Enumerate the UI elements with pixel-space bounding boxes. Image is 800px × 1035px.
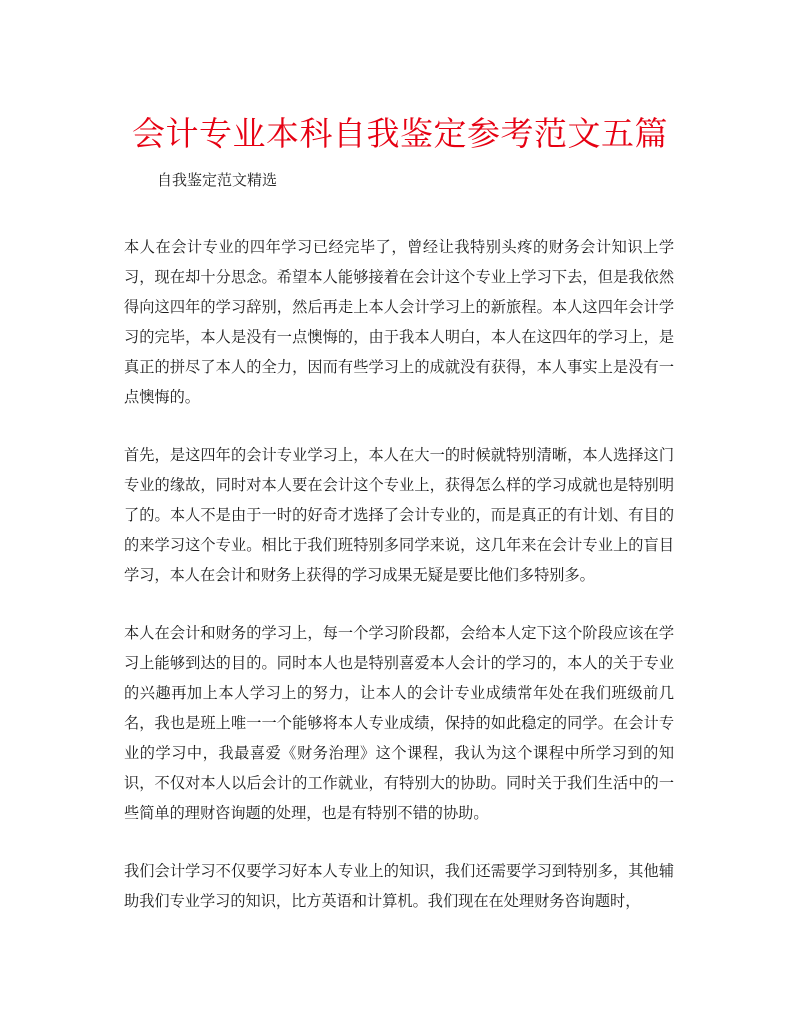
document-subtitle: 自我鉴定范文精选 — [157, 171, 278, 189]
paragraph-3: 本人在会计和财务的学习上，每一个学习阶段都，会给本人定下这个阶段应该在学习上能够到达的目的。同时本人也是特别喜爱本人会计的学习的，本人的关于专业的兴趣再加上本人学习上的努力，让本人的会计专业成绩常年处在我们班级前几名，我也是班上唯一一个能够将本人专业成绩，保持的如此稳定的同学。在会计专业的学习中，我最喜爱《财务治理》这个课程，我认为这个课程中所学习到的知识，不仅对本人以后会计的工作就业，有特别大的协助。同时关于我们生活中的一些简单的理财咨询题的处理，也是有特别不错的协助。 — [124, 624, 674, 822]
paragraph-1: 本人在会计专业的四年学习已经完毕了，曾经让我特别头疼的财务会计知识上学习，现在却十分思念。希望本人能够接着在会计这个专业上学习下去，但是我依然得向这四年的学习辞别，然后再走上本人会计学习上的新旅程。本人这四年会计学习的完毕，本人是没有一点懊悔的，由于我本人明白，本人在这四年的学习上，是真正的拼尽了本人的全力，因而有些学习上的成就没有获得，本人事实上是没有一点懊悔的。 — [124, 238, 674, 406]
document-title: 会计专业本科自我鉴定参考范文五篇 — [132, 114, 668, 153]
paragraph-2: 首先，是这四年的会计专业学习上，本人在大一的时候就特别清晰，本人选择这门专业的缘故，同时对本人要在会计这个专业上，获得怎么样的学习成就也是特别明了的。本人不是由于一时的好奇才选择了会计专业的，而是真正的有计划、有目的的来学习这个专业。相比于我们班特别多同学来说，这几年来在会计专业上的盲目学习，本人在会计和财务上获得的学习成果无疑是要比他们多特别多。 — [124, 446, 674, 584]
document-body — [124, 232, 674, 944]
paragraph-4: 我们会计学习不仅要学习好本人专业上的知识，我们还需要学习到特别多，其他辅助我们专业学习的知识，比方英语和计算机。我们现在在处理财务咨询题时， — [124, 862, 674, 910]
